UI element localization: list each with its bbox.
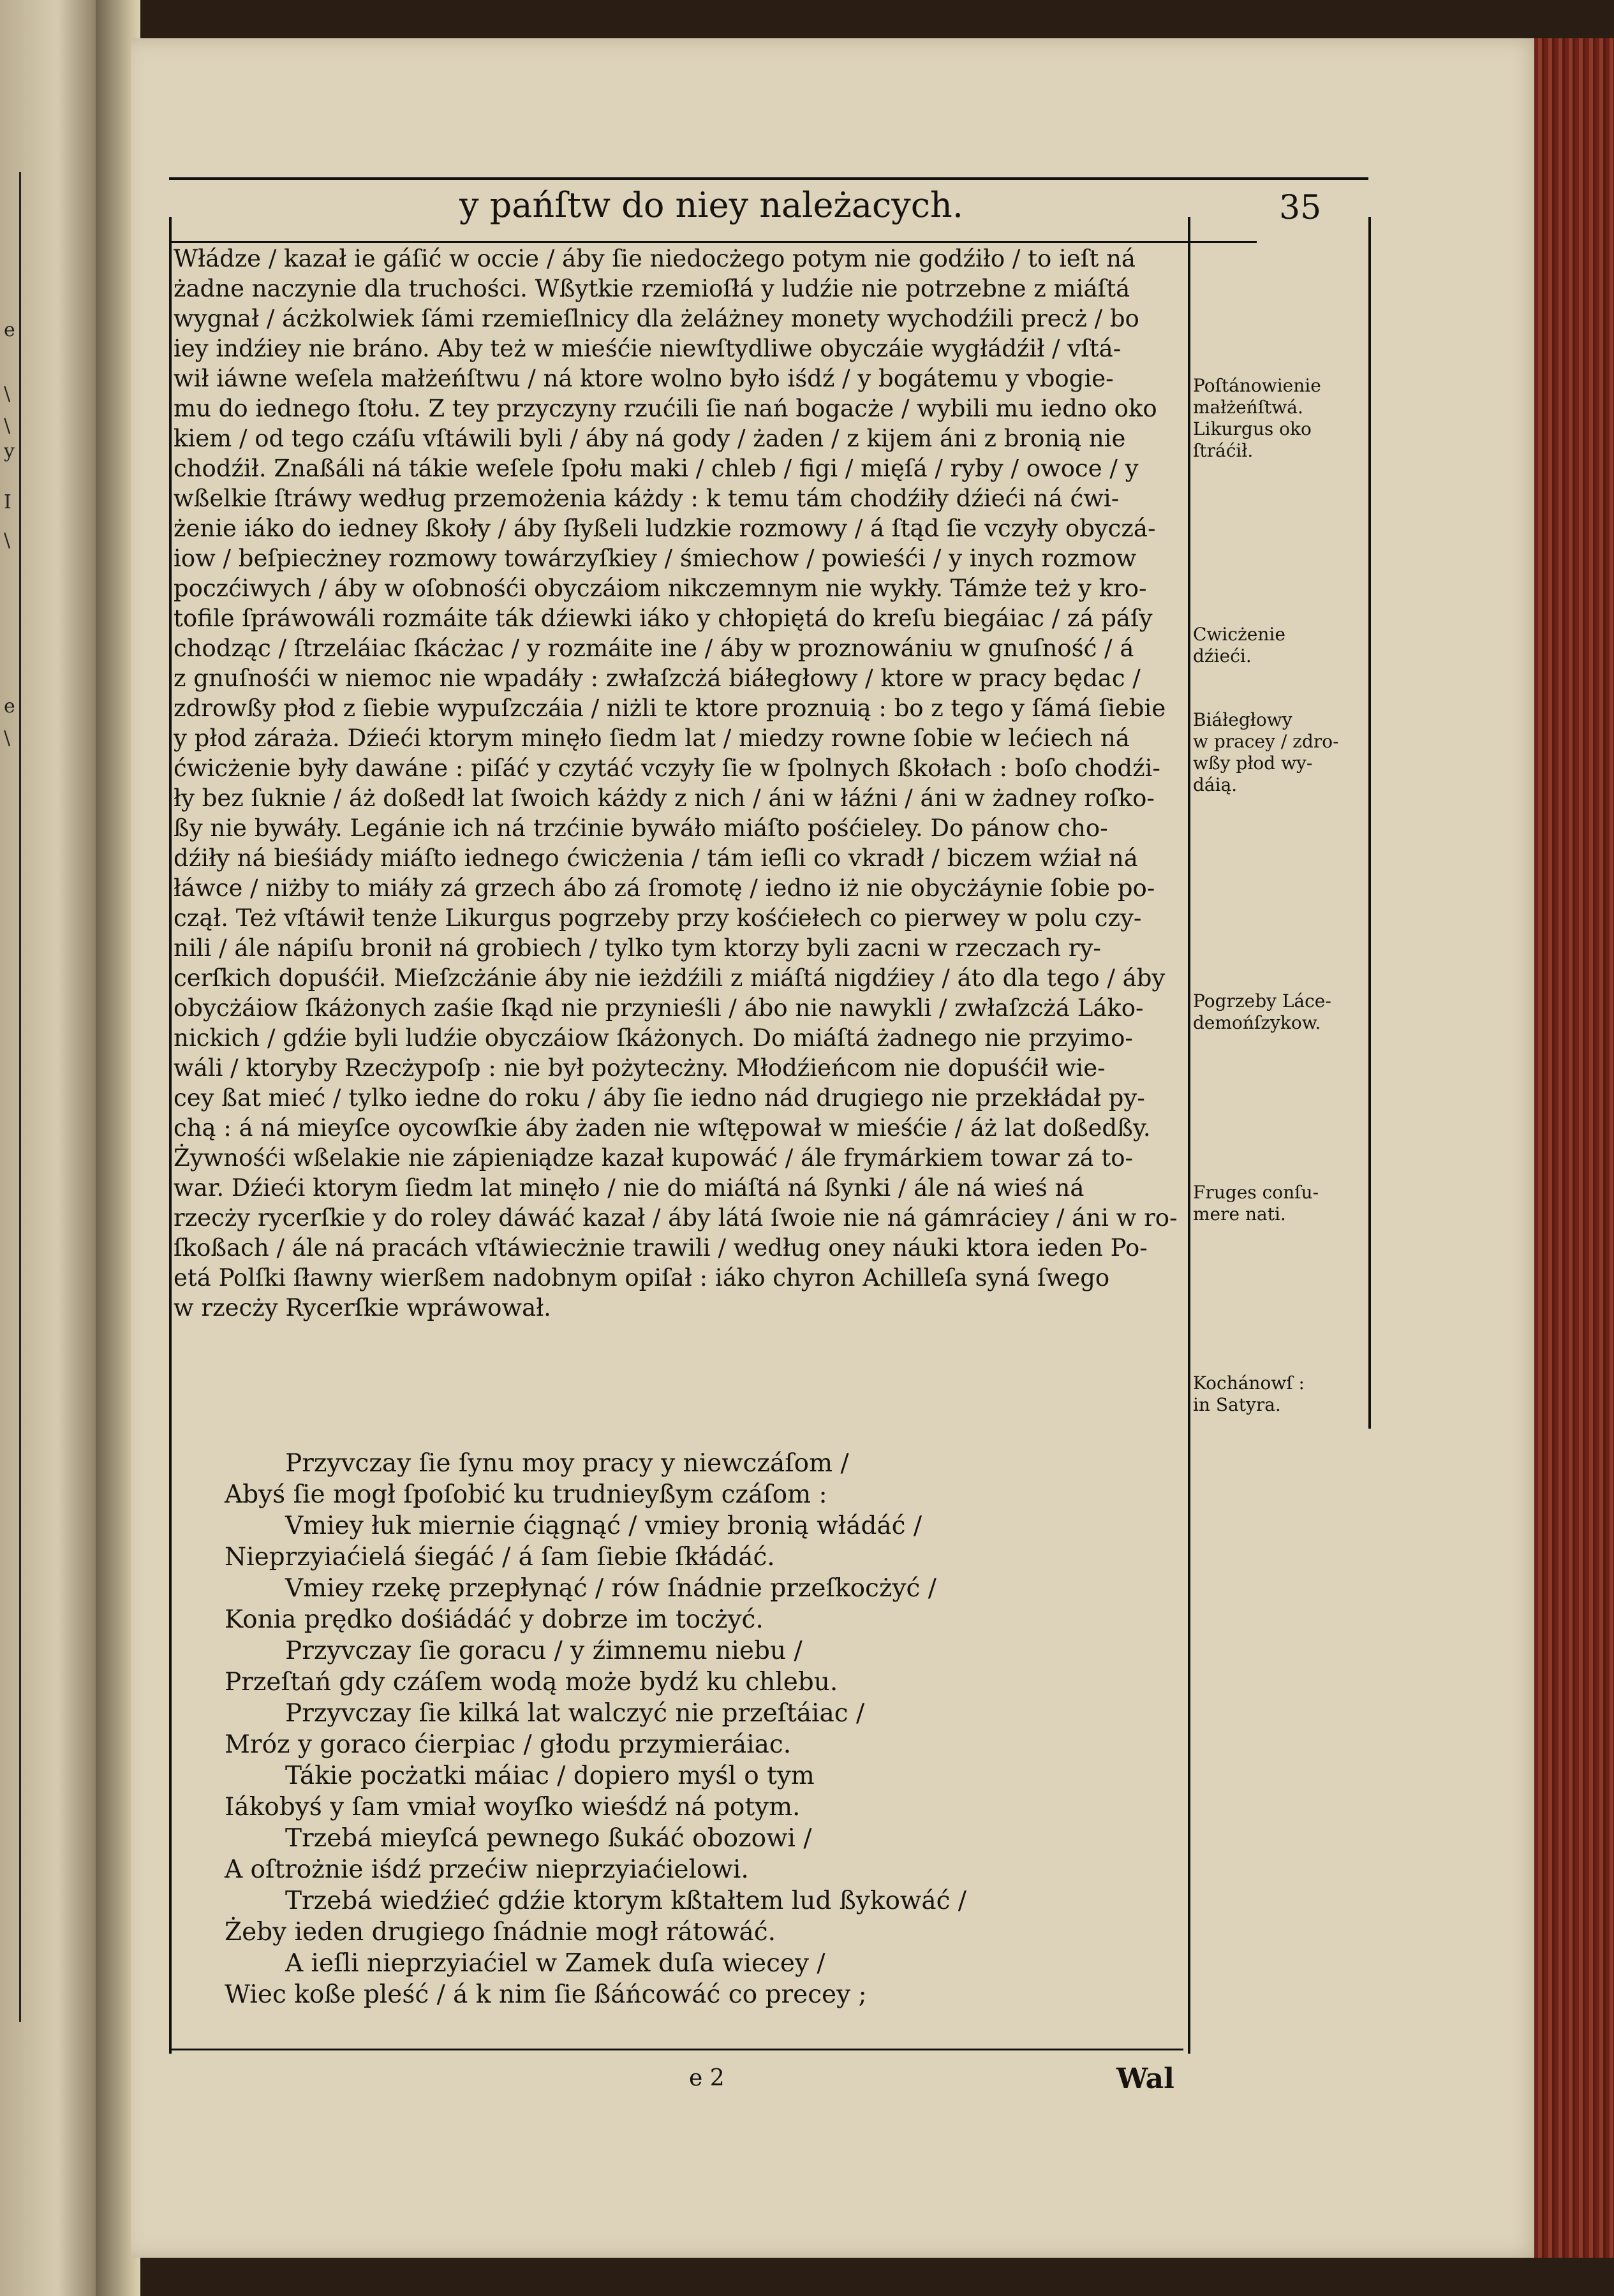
text-line: z gnuſnośći w niemoc nie wpadáły : zwłaſzcżá biáłegłowy / ktore w pracy będac / [174,665,1141,692]
poem-line: Konia prędko dośiádáć y dobrze im tocżyć. [225,1605,764,1634]
page-edges [1534,38,1614,2258]
text-line: mu do iednego ſtołu. Z tey przyczyny rzućili ſie nań bogacże / wybili mu iedno oko [174,395,1157,422]
margin-note [1193,375,1368,462]
margin-note [1193,990,1368,1034]
poem-line: Vmiey rzekę przepłynąć / rów ſnádnie przeſkocżyć / [285,1574,937,1603]
margin-note-line: w pracey / zdro- [1193,731,1339,752]
text-line: chodźił. Znaßáli ná tákie weſele ſpołu maki / chleb / figi / mięſá / ryby / owoce / y [174,455,1139,482]
text-line: nickich / gdźie byli ludźie obyczáiow ſkáżonych. Do miáſtá żadnego nie przyimo- [174,1024,1133,1052]
margin-note-line: Kochánowſ : [1193,1372,1305,1394]
text-line: kiem / od tego czáſu vſtáwili byli / áby ná gody / żaden / z kijem áni z bronią nie [174,425,1126,452]
margin-note-line: dźieći. [1193,645,1252,666]
poem-line: Żeby ieden drugiego ſnádnie mogł rátowáć. [225,1918,776,1946]
left-page-fragment: \ [4,415,11,437]
text-line: żenie iáko do iedney ßkoły / áby ſłyßeli ludzkie rozmowy / á ſtąd ſie vczyły obyczá- [174,515,1156,542]
catchword: Wal [1116,2063,1174,2095]
margin-note [1193,1372,1368,1416]
top-frame-rule [169,241,1257,243]
text-line: chodząc / ſtrzeláiac ſkácżac / y rozmáite ine / áby w proznowániu w gnuſność / á [174,635,1134,662]
margin-note-line: Poſtánowienie [1193,375,1321,396]
left-page-fragment: e [4,695,15,718]
running-head: y pańſtw do niey należacych. [459,185,963,225]
header-rule [169,177,1368,180]
margin-note [1193,709,1368,796]
poem-line: Przyvczay ſie goracu / y źimnemu niebu / [285,1637,803,1665]
text-line: cerſkich dopuśćił. Mieſzcżánie áby nie ieżdźili z miáſtá nigdźiey / áto dla tego / áby [174,964,1166,992]
poem-line: Nieprzyiaćielá śiegáć / á ſam ſiebie ſkłádáć. [225,1543,775,1571]
left-page-fragment: y [4,440,15,462]
text-line: etá Polſki ſławny wierßem nadobnym opiſał : iáko chyron Achilleſa syná ſwego [174,1264,1110,1292]
text-line: żadne naczynie dla truchości. Wßytkie rzemioſłá y ludźie nie potrzebne z miáſtá [174,275,1130,302]
left-page-edge [0,0,96,2296]
left-page-fragment: e [4,319,15,341]
left-page-fragment: \ [4,727,11,749]
text-line: ßy nie bywáły. Legánie ich ná trzćinie bywáło miáſto pośćieley. Do pánow cho- [174,814,1108,842]
text-line: czął. Też vſtáwił tenże Likurgus pogrzeby przy kośćiełech co pierwey w polu czy- [174,904,1142,932]
main-text-block [174,244,1188,1323]
text-line: poczćiwych / áby w oſobnośći obyczáiom nikczemnym nie wykły. Támże też y kro- [174,575,1147,602]
column-divider-rule [1188,217,1190,2054]
margin-note-line: Biáłegłowy [1193,709,1292,730]
text-line: w rzecży Rycerſkie wpráwował. [174,1294,551,1321]
poem-line: Iákobyś y ſam vmiał woyſko wieśdź ná potym. [225,1793,801,1821]
text-line: Żywnośći wßelakie nie zápieniądze kazał kupowáć / ále frymárkiem towar zá to- [174,1144,1134,1172]
text-line: ćwicżenie były dawáne : piſáć y czytáć vczyły ſie w ſpolnych ßkołach : boſo chodźi- [174,754,1160,782]
signature-mark: e 2 [689,2065,725,2091]
left-page-fragment: \ [4,383,11,405]
margin-note-line: dáią. [1193,774,1238,795]
margin-note-line: Pogrzeby Láce- [1193,990,1331,1012]
poem-block [174,1448,1188,2010]
poem-line: Tákie pocżatki máiac / dopiero myśl o tym [285,1762,815,1790]
text-line: cey ßat mieć / tylko iedne do roku / áby ſie iedno nád drugiego nie przekłádał py- [174,1084,1145,1112]
poem-line: Trzebá mieyſcá pewnego ßukáć obozowi / [285,1824,812,1853]
text-line: zdrowßy płod z ſiebie wypuſzczáia / niżli te ktore proznuią : bo z tego y ſámá ſiebie [174,695,1166,722]
text-line: wił iáwne weſela małżeńſtwu / ná ktore wolno było iśdź / y bogátemu y vbogie- [174,365,1114,392]
margin-note-line: in Satyra. [1193,1394,1281,1415]
poem-line: Przyvczay ſie ſynu moy pracy y niewczáſom / [285,1449,849,1478]
page-number: 35 [1279,189,1322,227]
text-line: ſkoßach / ále ná pracách vſtáwiecżnie trawili / według oney náuki ktora ieden Po- [174,1234,1148,1262]
right-frame-rule [1368,217,1371,1429]
left-page-fragment: \ [4,529,11,552]
text-line: wáli / ktoryby Rzecżypoſp : nie był pożytecżny. Młodźieńcom nie dopuśćił wie- [174,1054,1106,1082]
margin-note-line: ſtráćił. [1193,440,1254,461]
text-line: dźiły ná bieśiády miáſto iednego ćwicżenia / tám ieſli co vkradł / biczem wźiał ná [174,844,1138,872]
left-page-rule [19,172,21,2022]
bottom-rule [169,2049,1183,2050]
text-line: iow / beſpiecżney rozmowy towárzyſkiey / śmiechow / powieśći / y inych rozmow [174,545,1137,572]
text-line: tofile ſpráwowáli rozmáite ták dźiewki iáko y chłopiętá do kreſu biegáiac / zá páſy [174,605,1153,632]
text-line: chą : á ná mieyſce oycowſkie áby żaden nie wſtępował w mieśćie / áż lat doßedßy. [174,1114,1151,1142]
margin-note-line: Likurgus oko [1193,418,1312,439]
poem-line: Wiec koße pleść / á k nim ſie ßáńcowáć co precey ; [225,1980,867,2009]
left-page-fragment: I [4,491,11,513]
margin-note-line: wßy płod wy- [1193,753,1313,774]
text-line: wygnał / ácżkolwiek ſámi rzemieſlnicy dla żeláżney monety wychodźili precż / bo [174,305,1139,332]
text-line: obycżáiow ſkáżonych zaśie ſkąd nie przynieśli / ábo nie nawykli / zwłaſzcżá Láko- [174,994,1144,1022]
poem-line: A ieſli nieprzyiaćiel w Zamek duſa wiecey / [285,1949,826,1978]
text-line: rzecży rycerſkie y do roley dáwáć kazał / áby látá ſwoie nie ná gámráciey / áni w ro- [174,1204,1178,1232]
left-frame-rule [169,217,172,2054]
text-line: ły bez ſuknie / áż doßedł lat ſwoich káżdy z nich / áni w łáźni / áni w żadney roſko- [174,784,1155,812]
poem-line: Vmiey łuk miernie ćiągnąć / vmiey bronią włádáć / [285,1512,922,1540]
text-line: wßelkie ſtráwy według przemożenia káżdy : k temu tám chodźiły dźieći ná ćwi- [174,485,1120,512]
margin-note-line: mere nati. [1193,1203,1286,1225]
text-line: y płod záraża. Dźieći ktorym minęło ſiedm lat / miedzy rowne ſobie w lećiech ná [174,725,1130,752]
margin-note-line: małżeńſtwá. [1193,397,1303,418]
poem-line: Przyvczay ſie kilká lat walczyć nie przeſtáiac / [285,1699,865,1728]
margin-note-line: Cwicżenie [1193,624,1285,645]
poem-line: A oſtrożnie iśdź przećiw nieprzyiaćielowi. [225,1855,749,1884]
text-line: nili / ále nápiſu bronił ná grobiech / tylko tym ktorzy byli zacni w rzeczach ry- [174,934,1101,962]
margin-note-line: demońſzykow. [1193,1012,1321,1033]
poem-line: Abyś ſie mogł ſpoſobić ku trudnieyßym czáſom : [225,1480,827,1509]
poem-line: Trzebá wiedźieć gdźie ktorym kßtałtem lud ßykowáć / [285,1887,966,1915]
text-line: Włádze / kazał ie gáſić w occie / áby ſie niedocżego potym nie godźiło / to ieſt ná [174,245,1136,272]
poem-line: Mróz y goraco ćierpiac / głodu przymieráiac. [225,1730,792,1759]
text-line: iey indźiey nie bráno. Aby też w mieśćie niewſtydliwe obyczáie wygłádźił / vſtá- [174,335,1122,362]
margin-note-line: Fruges conſu- [1193,1182,1319,1203]
poem-line: Przeſtań gdy czáſem wodą może bydź ku chlebu. [225,1668,838,1696]
text-line: łáwce / niżby to miáły zá grzech ábo zá ſromotę / iedno iż nie obycżáynie ſobie po- [174,874,1155,902]
margin-note [1193,1182,1368,1225]
margin-note [1193,624,1368,667]
text-line: war. Dźieći ktorym ſiedm lat minęło / nie do miáſtá ná ßynki / ále ná wieś ná [174,1174,1085,1202]
